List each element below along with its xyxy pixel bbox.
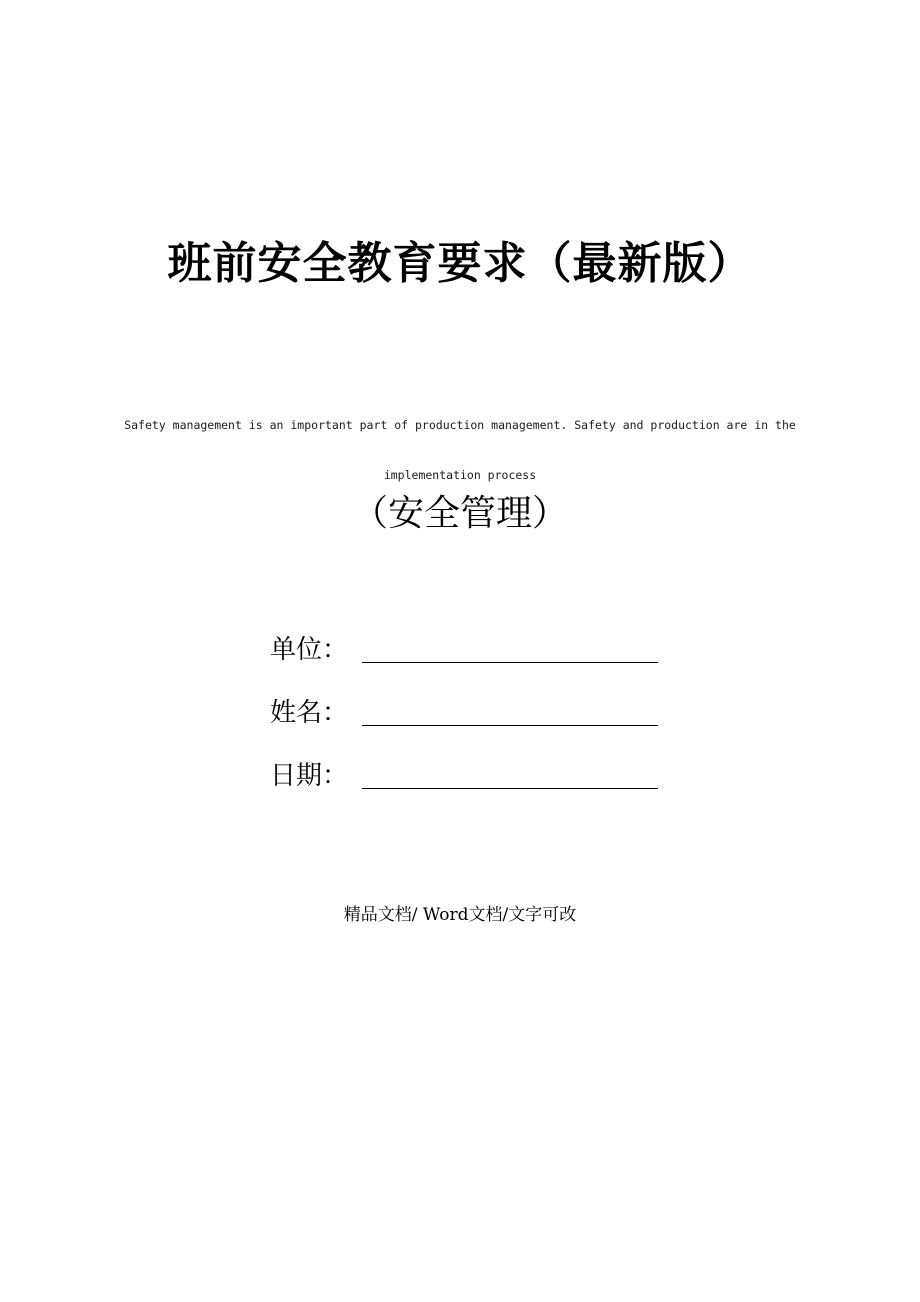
document-footer: 精品文档/ Word文档/文字可改 [343,905,577,925]
cover-form [270,626,670,815]
name-blank-line[interactable] [362,725,658,726]
name-label: 姓名： [270,698,349,728]
document-category: （安全管理） [351,493,568,534]
document-title: 班前安全教育要求（最新版） [167,238,753,289]
form-row-date [270,752,670,815]
unit-label: 单位： [270,635,349,665]
unit-blank-line[interactable] [362,662,658,663]
date-blank-line[interactable] [362,788,658,789]
form-row-unit [270,626,670,689]
form-row-name [270,689,670,752]
english-subtitle: Safety management is an important part of production management. Safety and production are in the implementation process [124,418,796,482]
date-label: 日期： [270,761,349,791]
